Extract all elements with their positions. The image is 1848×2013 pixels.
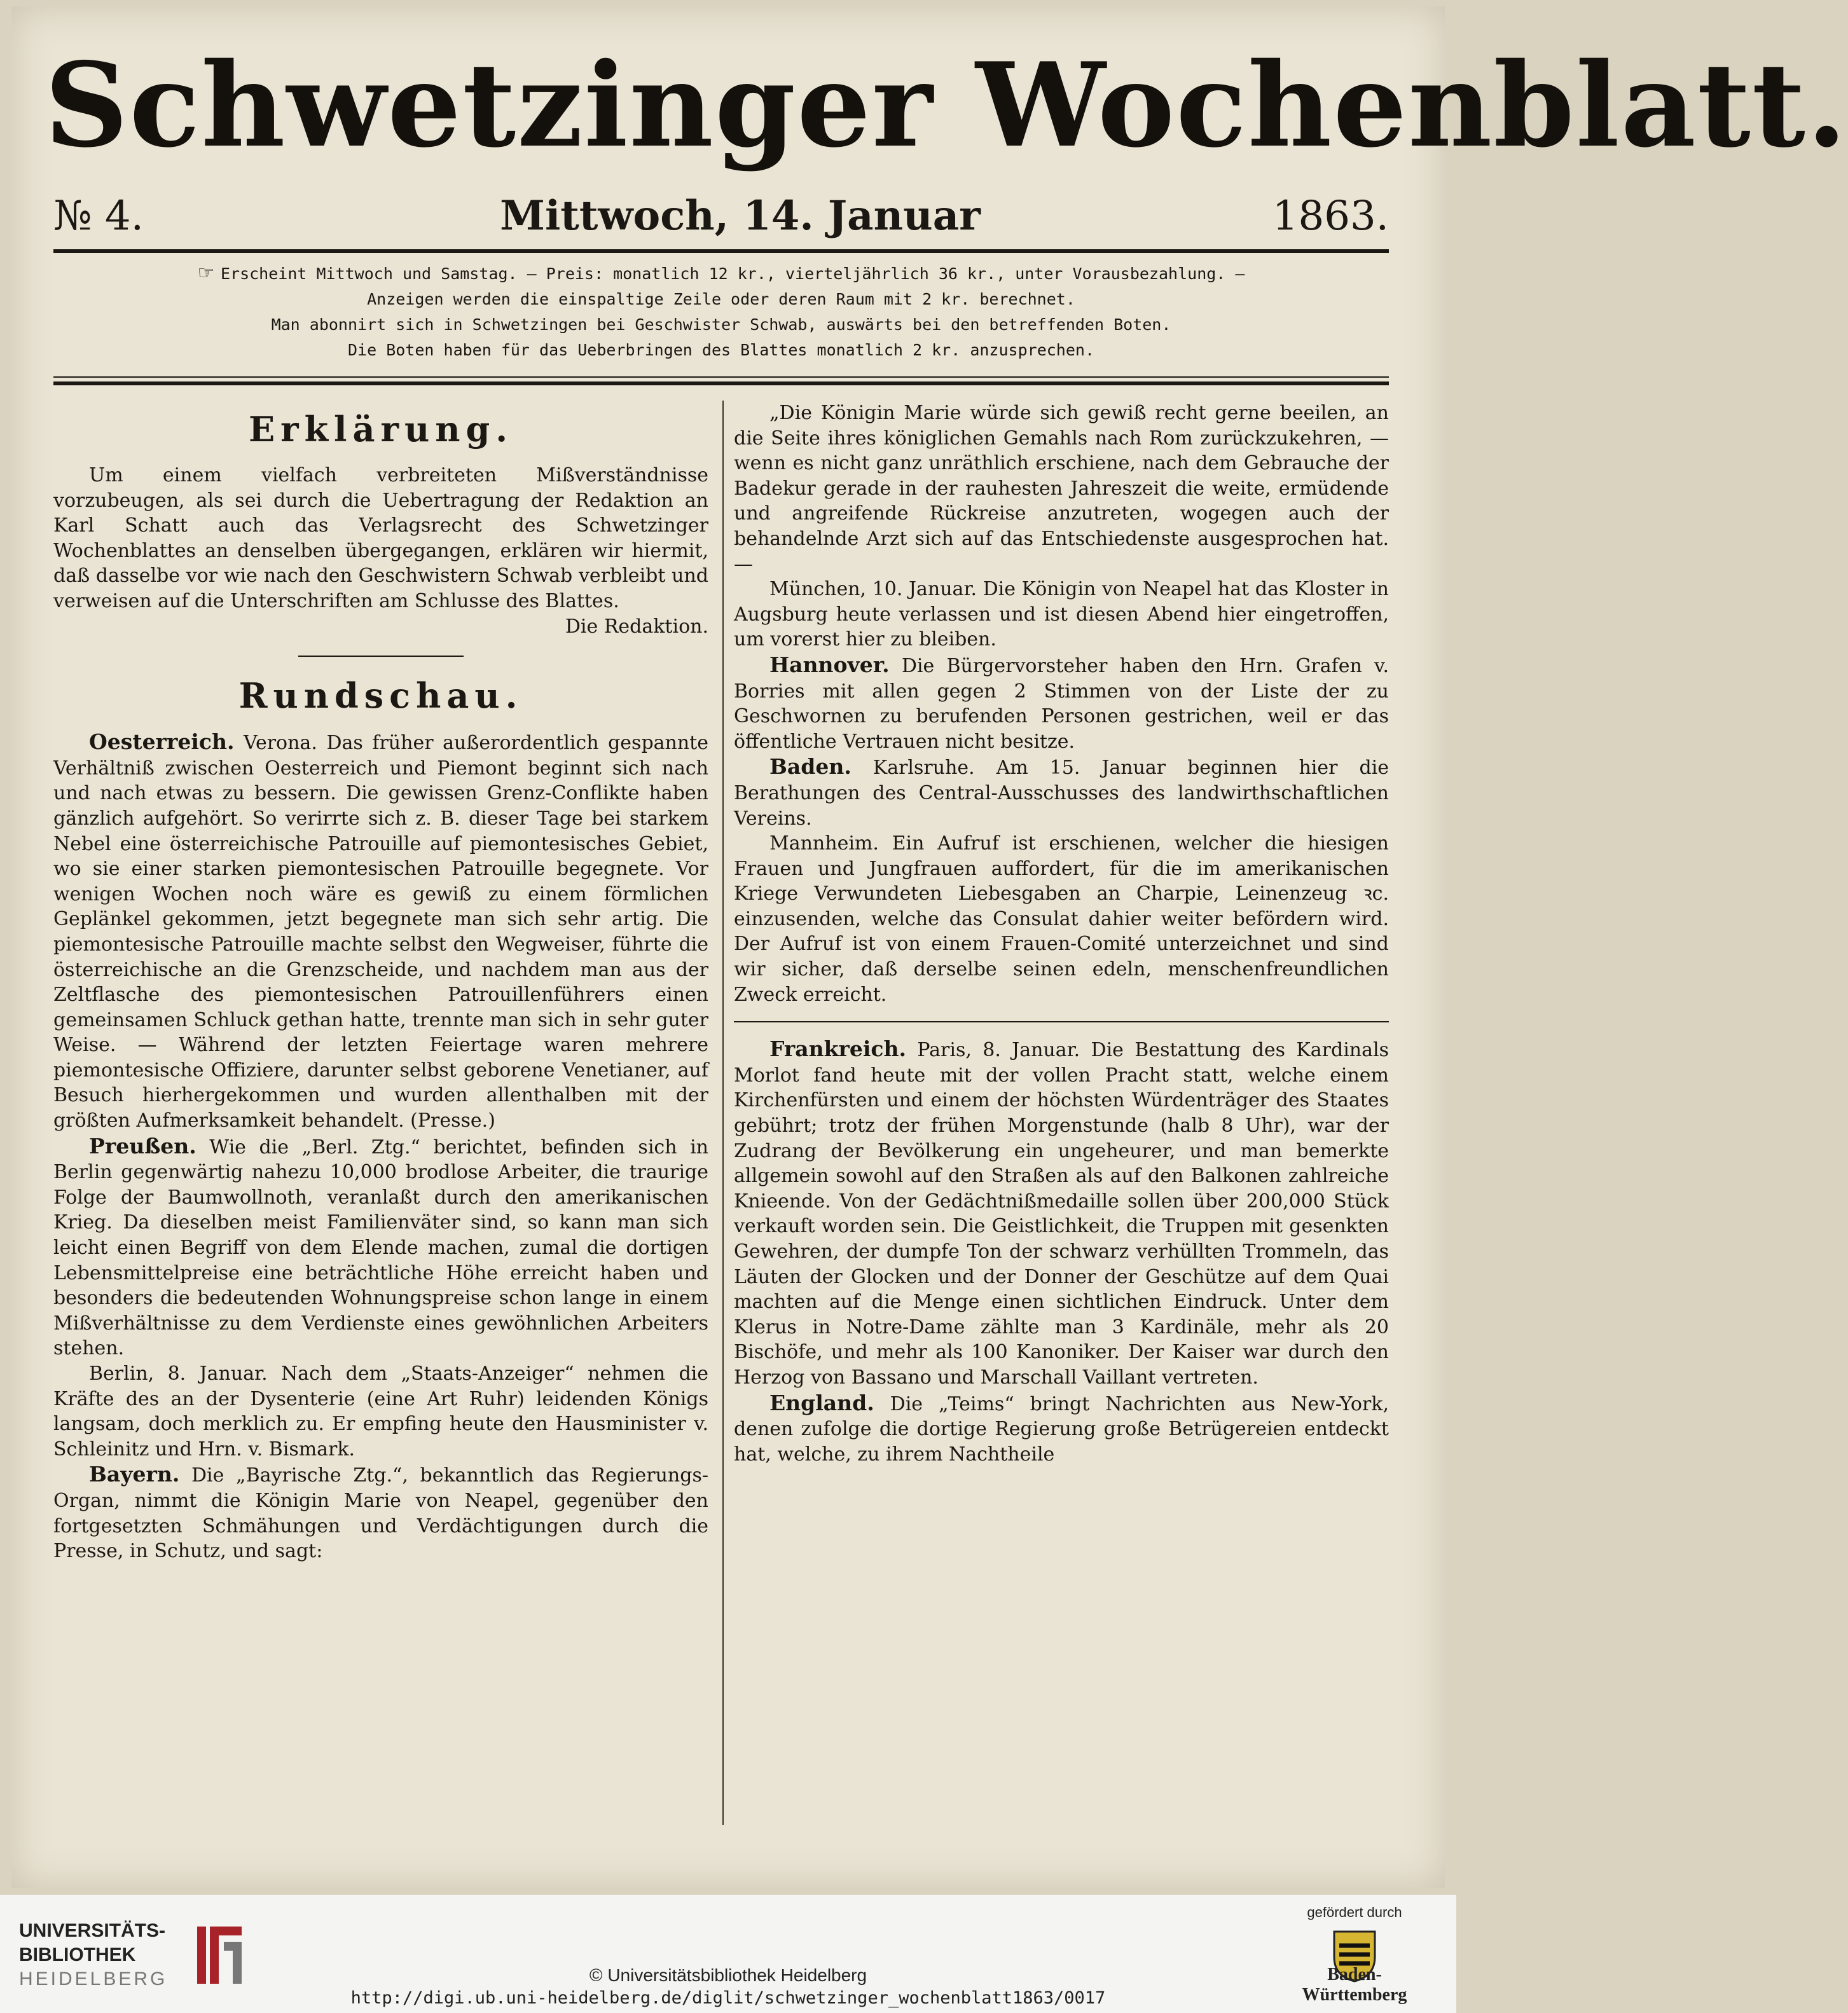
baden-wuerttemberg-text: Baden-Württemberg (1302, 1965, 1407, 2005)
pointing-hand-icon: ☞ (197, 262, 221, 284)
info-line-2: Anzeigen werden die einspaltige Zeile oder deren Raum mit 2 kr. berechnet. (367, 290, 1075, 308)
copyright-text: © Universitätsbibliothek Heidelberg (589, 1965, 867, 1985)
berlin-article: Berlin, 8. Januar. Nach dem „Staats-Anzeiger“ nehmen die Kräfte des an der Dysenterie (eine Art Ruhr) leidenden Königs langsam, doch merklich zu. Er empfing heute den Hausminister v. Schleinitz und Hrn. v. Bismark. (53, 1363, 708, 1460)
frankreich-article: Frankreich. Paris, 8. Januar. Die Bestattung des Kardinals Morlot fand heute mit der vollen Pracht statt, welche einem Kirchenfürsten und einem der höchsten Würdenträger des Staates gebührt; trotz der frühen Morgenstunde (halb 8 Uhr), war der Zudrang der Bevölkerung ein ungeheurer, und man bemerkte allgemein sowohl auf den Straßen als auf den Balkonen zahlreiche Knieende. Von der Gedächtnißmedaille sollen über 200,000 Stück verkauft worden sein. Die Geistlichkeit, die Truppen mit gesenkten Gewehren, der dumpfe Ton der schwarz verhüllten Trommeln, das Läuten der Glocken und der Donner der Geschütze auf dem Quai machten auf die Menge einen sichtlichen Eindruck. Unter dem Klerus in Notre-Dame zählte man 3 Kardinäle, mehr als 20 Bischöfe, und mehr als 100 Kanoniker. Der Kaiser war durch den Herzog von Bassano und Marschall Vaillant vertreten. (734, 1036, 1389, 1389)
footer-bar (0, 1895, 1456, 2013)
england-keyword: England. (769, 1390, 874, 1415)
frankreich-keyword: Frankreich. (769, 1036, 906, 1062)
rule-info-2 (53, 381, 1389, 385)
oesterreich-keyword: Oesterreich. (89, 729, 235, 755)
oesterreich-article: Oesterreich. Verona. Das früher außerordentlich gespannte Verhältniß zwischen Oesterreich und Piemont beginnt sich nach und nach etwas zu bessern. Die gewissen Grenz-Conflikte haben gänzlich aufgehört. So verirrte sich z. B. dieser Tage bei starkem Nebel eine österreichische Patrouille auf piemontesisches Gebiet, wo sie einer starken piemontesischen Patrouille begegnete. Vor wenigen Wochen noch wäre es gewiß zu einem förmlichen Geplänkel gekommen, jetzt begegnete man sich sehr artig. Die piemontesische Patrouille machte selbst den Wegweiser, führte die österreichische an die Grenzscheide, und nachdem man aus der Zeltflasche des piemontesischen Patrouillenführers einen gemeinsamen Schluck gethan hatte, trennte man sich in sehr guter Weise. — Während der letzten Feiertage waren mehrere piemontesische Offiziere, darunter selbst geborene Venetianer, auf Besuch hierhergekommen und wurden allenthalben mit der größten Aufmerksamkeit behandelt. (Presse.) (53, 729, 708, 1132)
preussen-keyword: Preußen. (89, 1133, 197, 1158)
issue-year: 1863. (1272, 193, 1389, 240)
bayern-keyword: Bayern. (89, 1462, 180, 1487)
muenchen-article: München, 10. Januar. Die Königin von Neapel hat das Kloster in Augsburg heute verlassen und ist diesen Abend hier eingetroffen, um vorerst hier zu bleiben. (734, 578, 1389, 651)
rule-top (53, 249, 1389, 253)
column-right (734, 401, 1389, 1467)
subscription-info (53, 261, 1389, 369)
issue-number: № 4. (53, 193, 144, 240)
column-divider (722, 401, 724, 1825)
baden-article: Baden. Karlsruhe. Am 15. Januar beginnen hier die Berathungen des Central-Ausschusses des landwirthschaftlichen Vereins. (734, 754, 1389, 830)
column-left (53, 401, 708, 1564)
hannover-article: Hannover. Die Bürgervorsteher haben den Hrn. Grafen v. Borries mit allen gegen 2 Stimmen von der Liste der zu Geschwornen zu berufenden Personen gestrichen, weil er das öffentliche Vertrauen nicht besitze. (734, 652, 1389, 753)
ub-logo-text: UNIVERSITÄTS- BIBLIOTHEK HEIDELBERG (19, 1920, 168, 1989)
england-article: England. Die „Teims“ bringt Nachrichten aus New-York, denen zufolge die dortige Regierung große Betrügereien entdeckt hat, welche, zu ihrem Nachtheile (734, 1390, 1389, 1466)
info-line-1: ☞ Erscheint Mittwoch und Samstag. — Preis: monatlich 12 kr., vierteljährlich 36 kr., unter Vorausbezahlung. — (197, 262, 1245, 284)
hannover-keyword: Hannover. (769, 652, 890, 677)
article-rule (734, 1021, 1389, 1022)
digi-url-link[interactable]: http://digi.ub.uni-heidelberg.de/diglit/schwetzinger_wochenblatt1863/0017 (350, 1988, 1106, 2008)
funded-by-text: gefördert durch (1307, 1904, 1402, 1920)
bw-funding-logo[interactable] (1278, 1904, 1431, 2012)
bayern-article: Bayern. Die „Bayrische Ztg.“, bekanntlich das Regierungs-Organ, nimmt die Königin Marie von Neapel, gegenüber den fortgesetzten Schmähungen und Verdächtigungen durch die Presse, in Schutz, und sagt: (53, 1462, 708, 1563)
bayern-quote: „Die Königin Marie würde sich gewiß recht gerne beeilen, an die Seite ihres königlichen Gemahls nach Rom zurückzukehren, — wenn es nicht ganz unräthlich erschiene, nach dem Gebrauche der Badekur gerade in der rauhesten Jahreszeit die weite, ermüdende und angreifende Rückreise anzutreten, wogegen auch der behandelnde Arzt sich auf das Entschiedenste ausgesprochen hat. — (734, 402, 1389, 575)
erklaerung-text: Um einem vielfach verbreiteten Mißverständnisse vorzubeugen, als sei durch die Uebertragung der Redaktion an Karl Schatt auch das Verlagsrecht des Schwetzinger Wochenblattes an denselben übergegangen, erklären wir hiermit, daß dasselbe vor wie nach den Geschwistern Schwab verbleibt und verweisen auf die Unterschriften am Schlusse des Blattes. Die Redaktion. (53, 463, 708, 639)
info-line-4: Die Boten haben für das Ueberbringen des Blattes monatlich 2 kr. anzusprechen. (348, 341, 1094, 359)
baden-keyword: Baden. (769, 754, 852, 780)
preussen-article: Preußen. Wie die „Berl. Ztg.“ berichtet, befinden sich in Berlin gegenwärtig nahezu 10,000 brodlose Arbeiter, die traurige Folge der Baumwollnoth, veranlaßt durch den amerikanischen Krieg. Da dieselben meist Familienväter sind, so kann man sich leicht einen Begriff von dem Elende machen, zumal die dortigen Lebensmittelpreise eine beträchtliche Höhe erreicht haben und besonders die bedeutenden Wohnungspreise schon lange in einem Mißverhältnisse zu dem Verdienste eines gewöhnlichen Arbeiters stehen. (53, 1133, 708, 1360)
masthead-title: Schwetzinger Wochenblatt. (45, 37, 1848, 173)
mannheim-article: Mannheim. Ein Aufruf ist erschienen, welcher die hiesigen Frauen und Jungfrauen auffordert, für die im amerikanischen Kriege Verwundeten Liebesgaben an Charpie, Leinenzeug ꝛc. einzusenden, welche das Consulat dahier weiter befördern wird. Der Aufruf ist von einem Frauen-Comité unterzeichnet und sind wir sicher, daß derselbe seinen edeln, menschenfreundlichen Zweck erreicht. (734, 832, 1389, 1006)
rundschau-heading: Rundschau. (238, 675, 523, 717)
dateline (53, 191, 1389, 242)
section-rule (298, 656, 464, 657)
erklaerung-heading: Erklärung. (248, 409, 514, 450)
info-line-3: Man abonnirt sich in Schwetzingen bei Geschwister Schwab, auswärts bei den betreffenden Boten. (271, 315, 1171, 334)
erklaerung-signature: Die Redaktion. (565, 615, 708, 638)
rule-info-1 (53, 376, 1389, 378)
issue-date: Mittwoch, 14. Januar (500, 192, 981, 240)
